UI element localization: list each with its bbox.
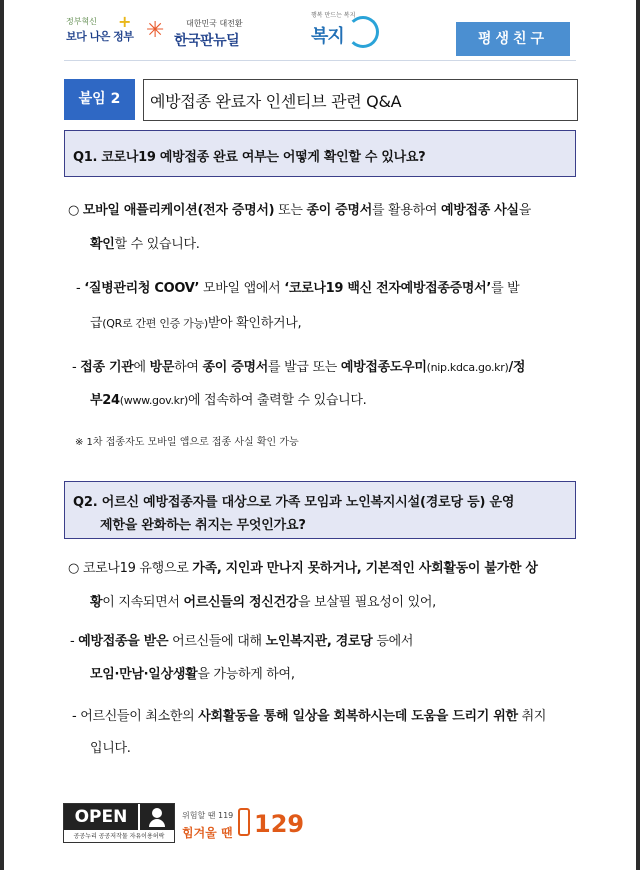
q2-answer-2-line-1: - 예방접종을 받은 어르신들에 대해 노인복지관, 경로당 등에서 xyxy=(70,634,414,649)
q2-answer-3-line-1: - 어르신들이 최소한의 사회활동을 통해 일상을 회복하시는데 도움을 드리기 위한 취지 xyxy=(72,709,547,724)
header-divider xyxy=(64,60,576,61)
korean-new-deal-logo xyxy=(146,12,266,50)
q2-answer-1-line-1: ○ 코로나19 유행으로 가족, 지인과 만나지 못하거나, 기본적인 사회활동이 불가한 상 xyxy=(68,561,538,576)
phone-icon xyxy=(238,808,250,836)
welfare-logo xyxy=(303,10,375,50)
tag-text: 평생친구 xyxy=(477,31,549,47)
logo2-text: 한국판뉴딜 xyxy=(174,33,240,49)
logo3-text: 복지 xyxy=(311,26,344,47)
logo1-small-text: 정부혁신 xyxy=(66,17,97,26)
q1-answer-2-line-1: - ‘질병관리청 COOV’ 모바일 앱에서 ‘코로나19 백신 전자예방접종증명서’를 발 xyxy=(76,281,520,296)
q1-note: ※ 1차 접종자도 모바일 앱으로 접종 사실 확인 가능 xyxy=(75,437,299,448)
gov-innovation-logo xyxy=(66,14,136,48)
q1-answer-2-line-2: 급(QR로 간편 인증 가능)받아 확인하거나, xyxy=(90,316,302,331)
logo1-text: 보다 나은 정부 xyxy=(66,30,134,43)
q1-answer-3-line-2: 부24(www.gov.kr)에 접속하여 출력할 수 있습니다. xyxy=(90,393,367,408)
q1-answer-1-line-2: 확인할 수 있습니다. xyxy=(90,237,200,252)
logo2-small-text: 대한민국 대전환 xyxy=(186,19,243,28)
q2-answer-2-line-2: 모임·만남·일상생활을 가능하게 하여, xyxy=(90,667,295,682)
question-2-line-2: 제한을 완화하는 취지는 무엇인가요? xyxy=(100,518,306,533)
question-1-box xyxy=(64,130,576,177)
q2-answer-3-line-2: 입니다. xyxy=(90,741,131,756)
appendix-label: 붙임 2 xyxy=(64,79,135,120)
q2-answer-1-line-2: 황이 지속되면서 어르신들의 정신건강을 보살필 필요성이 있어, xyxy=(90,595,436,610)
open-subtext: 공공누리 공공저작물 자유이용허락 xyxy=(73,833,165,840)
helpline-big-text: 힘겨울 땐 xyxy=(182,826,233,840)
plus-icon: + xyxy=(118,12,132,31)
helpline-small-text: 위험할 땐 119 xyxy=(182,811,234,820)
question-1: Q1. 코로나19 예방접종 완료 여부는 어떻게 확인할 수 있나요? xyxy=(73,150,426,165)
question-2-box xyxy=(64,481,576,539)
attribution-icon xyxy=(140,804,174,830)
ring-icon xyxy=(347,16,379,48)
question-2-line-1: Q2. 어르신 예방접종자를 대상으로 가족 모임과 노인복지시설(경로당 등) 운영 xyxy=(73,495,515,510)
right-frame xyxy=(636,0,640,870)
kogl-open-badge xyxy=(63,803,175,843)
q1-answer-3-line-1: - 접종 기관에 방문하여 종이 증명서를 발급 또는 예방접종도우미(nip.kdca.go.kr)/정 xyxy=(72,360,526,375)
page-title: 예방접종 완료자 인센티브 관련 Q&A xyxy=(150,92,402,111)
left-frame xyxy=(0,0,4,870)
q1-answer-1-line-1: ○ 모바일 애플리케이션(전자 증명서) 또는 종이 증명서를 활용하여 예방접종 사실을 xyxy=(68,203,531,218)
title-box xyxy=(143,79,578,121)
logo3-small-text: 행복 만드는 복지 xyxy=(311,12,356,19)
burst-icon: ✳ xyxy=(146,18,165,43)
lifelong-friend-tag xyxy=(456,22,570,56)
helpline-number: 129 xyxy=(254,810,305,838)
helpline-badge xyxy=(182,806,305,842)
open-text: OPEN xyxy=(64,804,138,830)
